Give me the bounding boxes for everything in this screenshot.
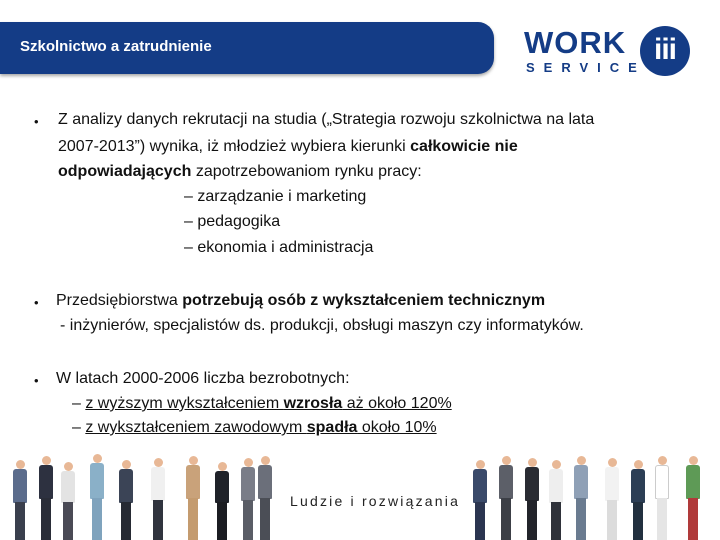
s1-item-1: – zarządzanie i marketing — [184, 188, 367, 205]
person-figure — [684, 456, 702, 540]
person-figure — [214, 462, 230, 540]
s3-item-2-dash: – — [72, 419, 86, 436]
bullet-3: • — [34, 373, 39, 388]
s1-line2-text: 2007-2013”) wynika, iż młodzież wybiera kierunki — [58, 138, 411, 155]
person-figure — [498, 456, 514, 540]
person-figure — [118, 460, 134, 540]
person-figure — [150, 458, 166, 540]
person-figure — [60, 462, 76, 540]
s2-line2: - inżynierów, specjalistów ds. produkcji, obsługi maszyn czy informatyków. — [60, 317, 584, 334]
s3-item-1 — [72, 392, 452, 416]
s1-line2-bold: całkowicie nie — [410, 138, 518, 155]
s2-line1-bold: potrzebują osób z wykształceniem technicznym — [182, 292, 546, 309]
person-figure — [524, 458, 540, 540]
s2-line1-text: Przedsiębiorstwa — [56, 292, 183, 309]
person-figure — [184, 456, 202, 540]
footer-tagline: Ludzie i rozwiązania — [290, 493, 461, 509]
person-figure — [256, 456, 274, 540]
s3-item-2-text — [85, 419, 436, 436]
slide-title: Szkolnictwo a zatrudnienie — [20, 38, 212, 55]
s3-item-2-bold: spadła — [306, 419, 358, 436]
s3-item-1-bold: wzrosła — [283, 395, 343, 412]
s1-item-2: – pedagogika — [184, 213, 281, 230]
bullet-2: • — [34, 295, 39, 310]
person-figure — [572, 456, 590, 540]
logo-mark: iii — [640, 26, 690, 76]
s3-item-2 — [72, 416, 437, 440]
s3-item-1-a: z wyższym wykształceniem — [85, 395, 284, 412]
person-figure — [12, 460, 28, 540]
s3-item-1-text — [85, 395, 451, 412]
person-figure — [604, 458, 620, 540]
s1-item-3: – ekonomia i administracja — [184, 239, 374, 256]
person-figure — [654, 456, 670, 540]
person-figure — [240, 458, 256, 540]
logo-sub: SERVICE — [526, 60, 646, 75]
s2-line1 — [56, 289, 545, 313]
logo-word: WORK — [524, 25, 627, 60]
s1-line1: Z analizy danych rekrutacji na studia („Strategia rozwoju szkolnictwa na lata — [58, 111, 595, 128]
s3-item-2-a: z wykształceniem zawodowym — [85, 419, 307, 436]
s3-item-2-c: około 10% — [357, 419, 437, 436]
s3-item-1-dash: – — [72, 395, 86, 412]
person-figure — [472, 460, 488, 540]
bullet-1: • — [34, 114, 39, 129]
s3-item-1-c: aż około 120% — [342, 395, 452, 412]
s1-line3-text: zapotrzebowaniom rynku pracy: — [191, 163, 422, 180]
s1-line3 — [58, 160, 422, 184]
person-figure — [38, 456, 54, 540]
person-figure — [630, 460, 646, 540]
s1-line3-bold: odpowiadających — [58, 163, 192, 180]
s3-line1: W latach 2000-2006 liczba bezrobotnych: — [56, 370, 350, 387]
person-figure — [548, 460, 564, 540]
s1-line2 — [58, 135, 518, 159]
person-figure — [88, 454, 106, 540]
